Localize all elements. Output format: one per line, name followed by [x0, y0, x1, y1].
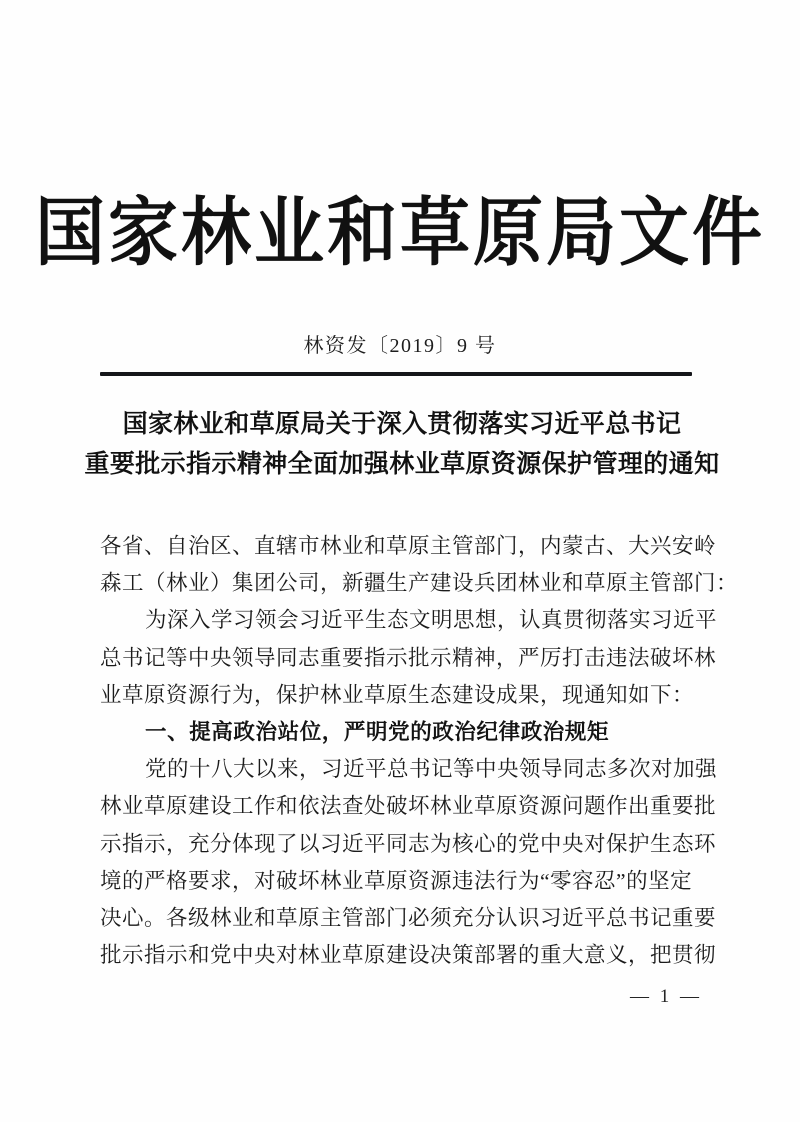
document-number: 林资发〔2019〕9 号: [303, 335, 497, 357]
section-one-body-line: 林业草原建设工作和依法查处破坏林业草原资源问题作出重要批: [100, 794, 717, 819]
masthead: [0, 190, 800, 274]
section-one-body-line: 党的十八大以来，习近平总书记等中央领导同志多次对加强: [145, 757, 718, 782]
header-separator-rule: [100, 372, 692, 376]
section-one-body-line: 批示指示和党中央对林业草原建设决策部署的重大意义，把贯彻: [100, 943, 717, 968]
section-one-body-line: 示指示，充分体现了以习近平同志为核心的党中央对保护生态环: [100, 831, 717, 856]
masthead-title: 国家林业和草原局文件: [35, 193, 765, 275]
page-number: — 1 —: [630, 986, 702, 1007]
section-one-body-line: 境的严格要求，对破坏林业草原资源违法行为“零容忍”的坚定: [100, 868, 693, 893]
subject-heading: [82, 405, 722, 485]
section-one-body-line: 决心。各级林业和草原主管部门必须充分认识习近平总书记重要: [100, 906, 717, 931]
intro-paragraph-line: 总书记等中央领导同志重要指示批示精神，严厉打击违法破坏林: [100, 645, 717, 670]
intro-paragraph-line: 为深入学习领会习近平生态文明思想，认真贯彻落实习近平: [145, 608, 718, 633]
section-heading-one: 一、提高政治站位，严明党的政治纪律政治规矩: [145, 720, 610, 745]
subject-heading-line-2: 重要批示指示精神全面加强林业草原资源保护管理的通知: [84, 451, 720, 478]
intro-paragraph-line: 业草原资源行为，保护林业草原生态建设成果，现通知如下：: [100, 682, 695, 707]
document-body: [100, 528, 739, 974]
subject-heading-line-1: 国家林业和草原局关于深入贯彻落实习近平总书记: [122, 411, 682, 438]
recipient-line: 森工（林业）集团公司，新疆生产建设兵团林业和草原主管部门：: [100, 571, 739, 596]
recipient-line: 各省、自治区、直辖市林业和草原主管部门，内蒙古、大兴安岭: [100, 534, 717, 558]
